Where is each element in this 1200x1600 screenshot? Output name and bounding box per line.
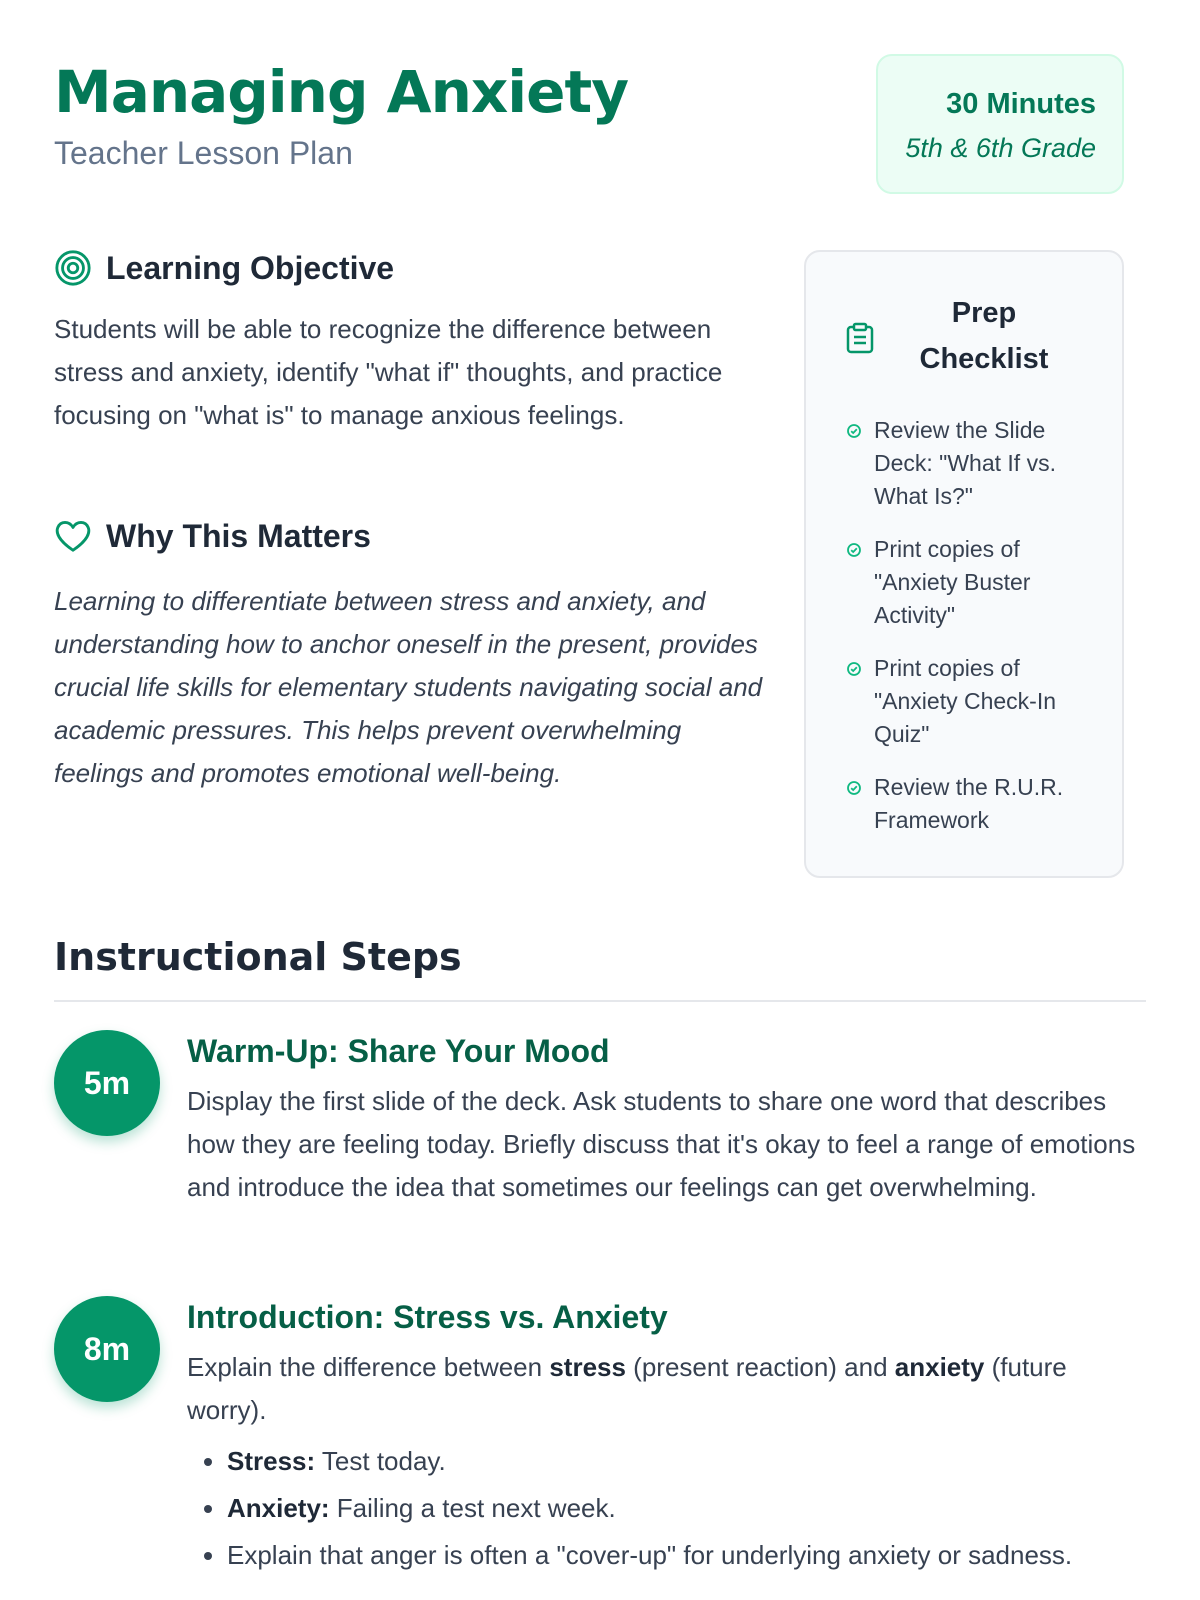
prep-checklist-list [846,414,1106,857]
heart-icon [54,517,92,555]
lesson-duration: 30 Minutes [946,88,1096,120]
check-circle-icon [846,542,862,558]
prep-checklist-title: Prep Checklist [919,297,1049,375]
step-bullet [227,1532,1137,1579]
step-description [187,1346,1137,1432]
step-description: Display the first slide of the deck. Ask students to share one word that describes how they are feeling today. Briefly discuss that it's okay to feel a range of emotions and introduce the idea that sometimes our feelings can get overwhelming. [187,1086,1136,1202]
target-icon [54,249,92,287]
step-description-text: (future worry). [187,1352,1067,1425]
prep-checklist-heading [846,290,1106,390]
prep-checklist-item [846,652,1106,751]
lesson-meta-card [876,54,1124,194]
term-anxiety: anxiety [894,1352,985,1382]
step-duration-badge: 8m [54,1296,160,1402]
check-circle-icon [846,423,862,439]
lesson-plan-page [54,0,1146,1600]
bullet-label: Anxiety: [227,1493,330,1523]
bullet-text: Test today. [315,1446,446,1476]
prep-checklist-item [846,771,1106,837]
prep-checklist-item [846,533,1106,632]
objective-heading [54,248,394,288]
lesson-grade: 5th & 6th Grade [905,133,1096,163]
step-bullet [227,1485,1137,1532]
bullet-text: Explain that anger is often a "cover-up" for underlying anxiety or sadness. [227,1540,1073,1570]
step-body [187,1030,1137,1209]
steps-heading: Instructional Steps [54,935,462,979]
prep-checklist-item-text: Print copies of "Anxiety Check-In Quiz" [874,655,1057,747]
check-circle-icon [846,780,862,796]
check-circle-icon [846,661,862,677]
why-heading-text: Why This Matters [106,518,371,554]
step-bullet-list [187,1438,1137,1579]
bullet-label: Stress: [227,1446,316,1476]
objective-heading-text: Learning Objective [106,250,395,286]
prep-checklist-item-text: Print copies of "Anxiety Buster Activity" [874,536,1031,628]
prep-checklist-item-text: Review the R.U.R. Framework [874,774,1064,833]
step-bullet [227,1438,1137,1485]
step-title: Introduction: Stress vs. Anxiety [187,1299,668,1335]
prep-checklist-item-text: Review the Slide Deck: "What If vs. What Is?" [874,417,1056,509]
step-body [187,1296,1137,1579]
step-duration-badge: 5m [54,1030,160,1136]
page-title: Managing Anxiety [54,58,629,126]
term-stress: stress [549,1352,626,1382]
why-heading [54,516,371,556]
step-description-text: Explain the difference between [187,1352,550,1382]
step-description-text: (present reaction) and [625,1352,895,1382]
bullet-text: Failing a test next week. [329,1493,616,1523]
why-text: Learning to differentiate between stress and anxiety, and understanding how to anchor oneself in the present, provides crucial life skills for elementary students navigating social and academic pressures. This helps prevent overwhelming feelings and promotes emotional well-being. [54,586,763,788]
prep-checklist-card [804,250,1124,878]
step-title: Warm-Up: Share Your Mood [187,1033,610,1069]
prep-checklist-item [846,414,1106,513]
steps-divider [54,1000,1146,1002]
page-subtitle: Teacher Lesson Plan [54,135,353,171]
objective-text: Students will be able to recognize the difference between stress and anxiety, identify "what if" thoughts, and practice focusing on "what is" to manage anxious feelings. [54,314,723,430]
clipboard-icon [846,322,874,354]
